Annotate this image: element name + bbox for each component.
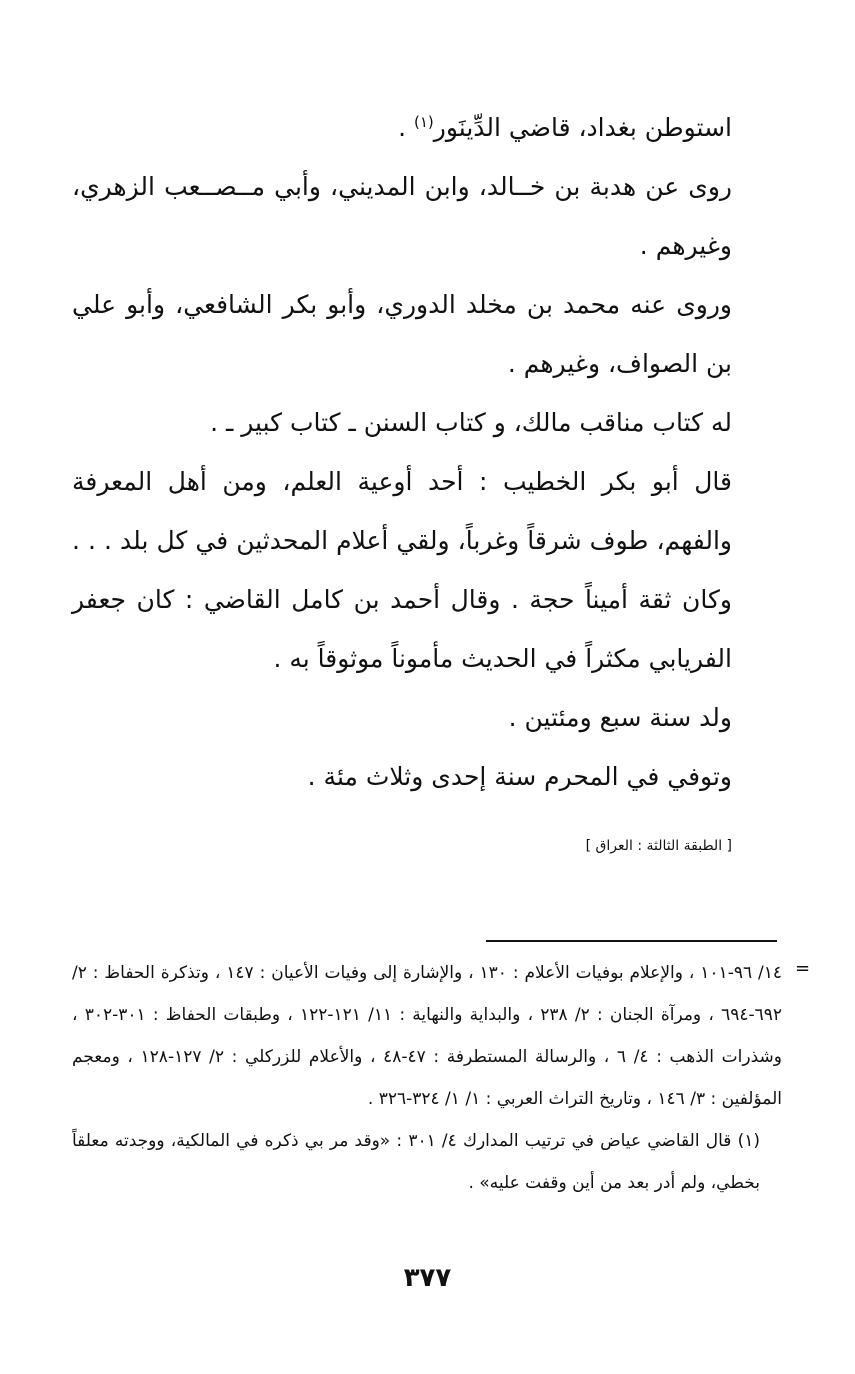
footnote-continuation: ١٤/ ٩٦-١٠١ ، والإعلام بوفيات الأعلام : ١٣٠ ، والإشارة إلى وفيات الأعيان : ١٤٧ ، وتذكرة الحفاظ : ٢/ ٦٩٢-٦٩٤ ، ومرآة الجنان : ٢/ ٢٣٨ ، والبداية والنهاية : ١١/ ١٢١-١٢٢ ، وطبقات الحفاظ : ٣٠١-٣٠٢ ، وشذرات الذهب : ٤/ ٦ ، والرسالة المستطرفة : ٤٧-٤٨ ، والأعلام للزركلي : ٢/ ١٢٧-١٢٨ ، ومعجم المؤلفين : ٣/ ١٤٦ ، وتاريخ التراث العربي : ١/ ١/ ٣٢٤-٣٢٦ . — [72, 963, 783, 1109]
paragraph-books: له كتاب مناقب مالك، و كتاب السنن ـ كتاب كبير ـ . — [210, 408, 732, 437]
main-text-body — [72, 98, 732, 806]
page-number: ٣٧٧ — [403, 1263, 452, 1293]
paragraph-death: وتوفي في المحرم سنة إحدى وثلاث مئة . — [307, 762, 732, 791]
residence-end: . — [398, 113, 414, 142]
paragraph-residence — [72, 98, 732, 157]
footnote-reference: (١) — [414, 113, 434, 131]
section-label: [ الطبقة الثالثة : العراق ] — [585, 838, 732, 854]
paragraph-narrated-by: وروى عنه محمد بن مخلد الدوري، وأبو بكر الشافعي، وأبو علي بن الصواف، وغيرهم . — [72, 290, 732, 378]
paragraph-quote: قال أبو بكر الخطيب : أحد أوعية العلم، ومن أهل المعرفة والفهم، طوف شرقاً وغرباً، ولقي أعلام المحدثين في كل بلد . . . وكان ثقة أميناً حجة . وقال أحمد بن كامل القاضي : كان جعفر الفريابي مكثراً في الحديث مأموناً موثوقاً به . — [72, 467, 732, 673]
footnote-1: (١) قال القاضي عياض في ترتيب المدارك ٤/ ٣٠١ : «وقد مر بي ذكره في المالكية، ووجدته معلقاً بخطي، ولم أدر بعد من أين وقفت عليه» . — [72, 1131, 760, 1193]
paragraph-narrated-from: روى عن هدبة بن خــالد، وابن المديني، وأبي مــصــعب الزهري، وغيرهم . — [72, 172, 732, 260]
paragraph-birth: ولد سنة سبع ومئتين . — [508, 703, 732, 732]
residence-text: استوطن بغداد، قاضي الدِّينَور — [433, 113, 732, 142]
footnotes-section — [72, 952, 782, 1204]
footnote-divider — [486, 940, 777, 942]
continuation-mark: = — [795, 958, 811, 979]
